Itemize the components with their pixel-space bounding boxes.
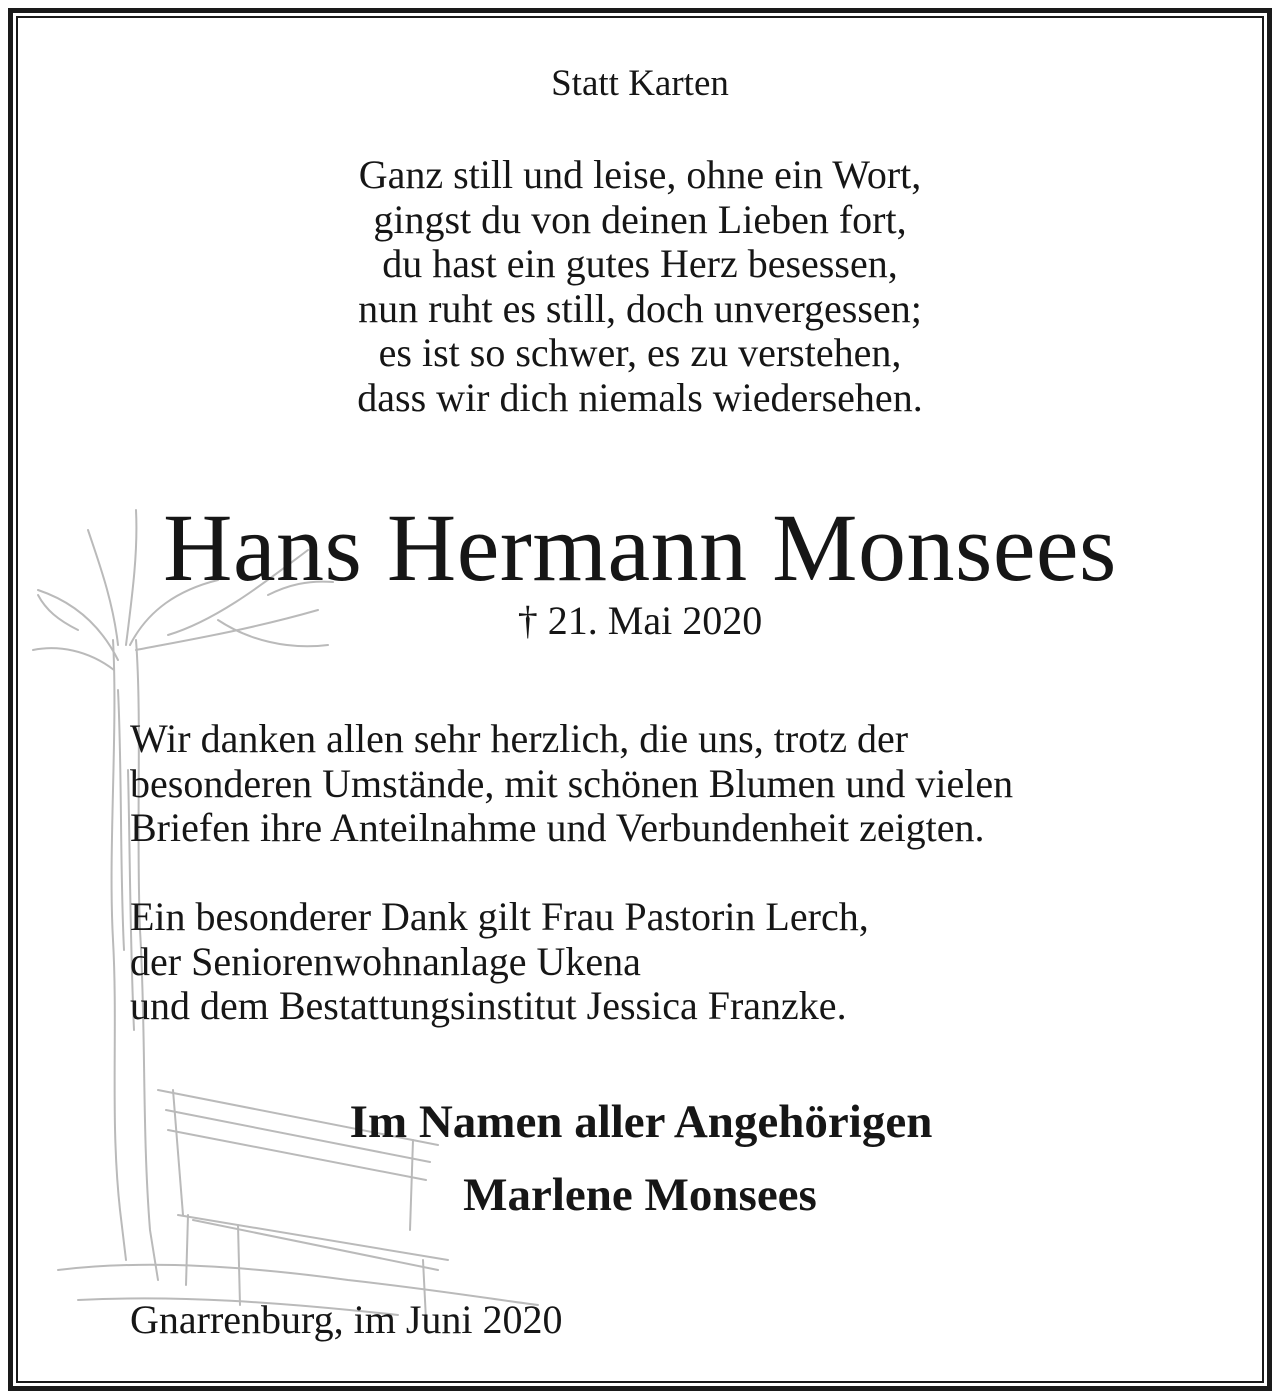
deceased-name: Hans Hermann Monsees [163,494,1117,601]
poem-line: dass wir dich niemals wiedersehen. [357,374,923,420]
poem-line: Ganz still und leise, ohne ein Wort, [358,152,922,197]
death-date: † 21. Mai 2020 [517,598,763,643]
poem-line: du hast ein gutes Herz besessen, [382,241,898,286]
header-text: Statt Karten [551,63,729,104]
poem [0,153,1280,420]
signature-line: Im Namen aller Angehörigen [349,1096,933,1148]
place-and-date: Gnarrenburg, im Juni 2020 [130,1297,563,1342]
thanks-paragraph [130,717,1250,851]
paragraph-line: besonderen Umstände, mit schönen Blumen und vielen [130,760,1014,806]
paragraph-line: Ein besonderer Dank gilt Frau Pastorin Lerch, [130,894,869,939]
poem-line: gingst du von deinen Lieben fort, [373,196,907,242]
signature-name: Marlene Monsees [463,1169,817,1221]
special-thanks-paragraph [130,895,1250,1029]
paragraph-line: Briefen ihre Anteilnahme und Verbundenheit zeigten. [130,805,985,850]
paragraph-line: Wir danken allen sehr herzlich, die uns, trotz der [130,716,909,761]
poem-line: nun ruht es still, doch unvergessen; [358,285,922,331]
paragraph-line: der Seniorenwohnanlage Ukena [130,938,641,984]
paragraph-line: und dem Bestattungsinstitut Jessica Franzke. [130,983,847,1028]
poem-line: es ist so schwer, es zu verstehen, [378,330,902,375]
